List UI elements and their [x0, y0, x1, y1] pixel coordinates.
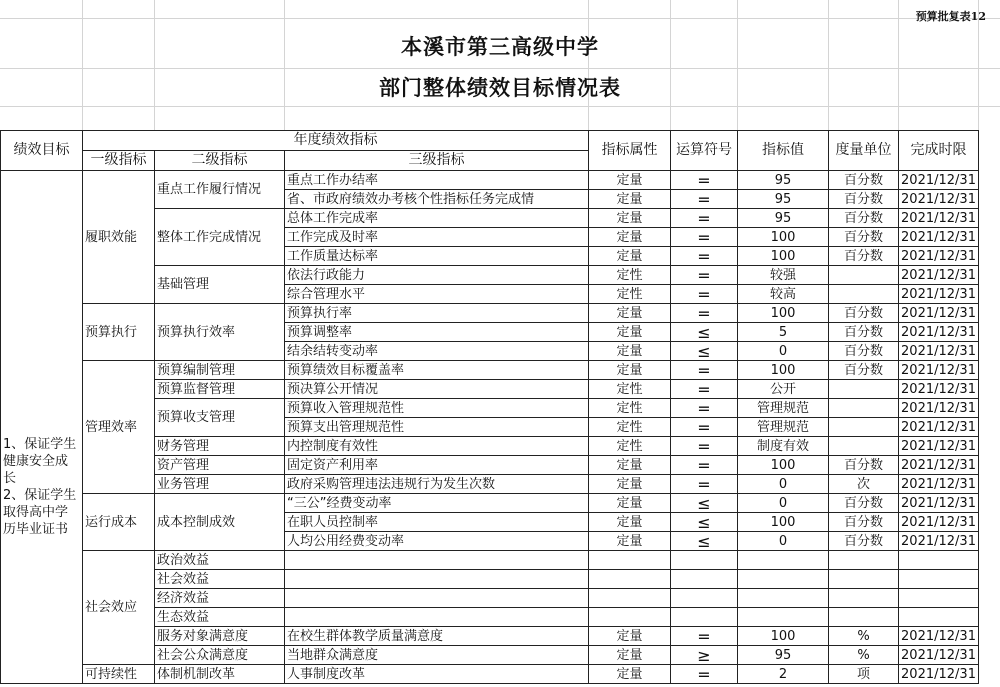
operator: = — [671, 266, 738, 285]
level3-indicator: 预算执行率 — [285, 304, 589, 323]
goal-cell: 1、保证学生健康安全成长 2、保证学生取得高中学历毕业证书 — [1, 171, 83, 684]
unit: 百分数 — [829, 228, 899, 247]
level2-indicator: 预算编制管理 — [155, 361, 285, 380]
level2-indicator: 生态效益 — [155, 608, 285, 627]
form-code: 预算批复表12 — [915, 10, 986, 23]
indicator-value: 95 — [738, 646, 829, 665]
unit — [829, 437, 899, 456]
unit — [829, 418, 899, 437]
indicator-value: 100 — [738, 456, 829, 475]
deadline: 2021/12/31 — [899, 247, 979, 266]
indicator-attr: 定量 — [589, 247, 671, 266]
level3-indicator: 依法行政能力 — [285, 266, 589, 285]
indicator-attr: 定性 — [589, 380, 671, 399]
level3-indicator: 总体工作完成率 — [285, 209, 589, 228]
indicator-value: 制度有效 — [738, 437, 829, 456]
operator: = — [671, 190, 738, 209]
level3-indicator: 人均公用经费变动率 — [285, 532, 589, 551]
unit: 百分数 — [829, 171, 899, 190]
indicator-attr: 定量 — [589, 323, 671, 342]
table-row — [1, 361, 979, 380]
unit: 百分数 — [829, 456, 899, 475]
header-attr: 指标属性 — [589, 131, 671, 171]
level3-indicator: 结余结转变动率 — [285, 342, 589, 361]
indicator-attr: 定量 — [589, 209, 671, 228]
deadline: 2021/12/31 — [899, 665, 979, 684]
indicator-attr: 定量 — [589, 513, 671, 532]
indicator-attr: 定性 — [589, 266, 671, 285]
unit: 百分数 — [829, 361, 899, 380]
deadline: 2021/12/31 — [899, 494, 979, 513]
indicator-attr: 定性 — [589, 285, 671, 304]
level2-indicator: 预算执行效率 — [155, 304, 285, 361]
unit — [829, 399, 899, 418]
header-op: 运算符号 — [671, 131, 738, 171]
table-row — [1, 171, 979, 190]
level2-indicator: 社会公众满意度 — [155, 646, 285, 665]
level2-indicator: 预算监督管理 — [155, 380, 285, 399]
unit: 次 — [829, 475, 899, 494]
level3-indicator: 预算绩效目标覆盖率 — [285, 361, 589, 380]
indicator-value: 管理规范 — [738, 399, 829, 418]
level1-indicator: 管理效率 — [83, 361, 155, 494]
header-goal: 绩效目标 — [1, 131, 83, 171]
indicator-attr: 定量 — [589, 342, 671, 361]
operator: = — [671, 418, 738, 437]
indicator-value — [738, 570, 829, 589]
level2-indicator: 预算收支管理 — [155, 399, 285, 437]
level3-indicator — [285, 589, 589, 608]
unit: 百分数 — [829, 247, 899, 266]
sheet-title: 本溪市第三高级中学 — [401, 34, 599, 59]
operator: = — [671, 228, 738, 247]
indicator-attr: 定性 — [589, 437, 671, 456]
operator — [671, 589, 738, 608]
indicator-attr: 定量 — [589, 494, 671, 513]
deadline: 2021/12/31 — [899, 285, 979, 304]
level3-indicator: 预决算公开情况 — [285, 380, 589, 399]
indicator-value: 100 — [738, 361, 829, 380]
deadline: 2021/12/31 — [899, 532, 979, 551]
deadline: 2021/12/31 — [899, 304, 979, 323]
indicator-value: 95 — [738, 209, 829, 228]
indicator-value: 95 — [738, 190, 829, 209]
indicator-attr — [589, 551, 671, 570]
operator: = — [671, 247, 738, 266]
unit: 百分数 — [829, 513, 899, 532]
operator: = — [671, 209, 738, 228]
operator: = — [671, 475, 738, 494]
level3-indicator: 工作完成及时率 — [285, 228, 589, 247]
level3-indicator: 预算收入管理规范性 — [285, 399, 589, 418]
deadline: 2021/12/31 — [899, 342, 979, 361]
indicator-value: 较强 — [738, 266, 829, 285]
unit: 百分数 — [829, 209, 899, 228]
operator: = — [671, 437, 738, 456]
deadline — [899, 570, 979, 589]
header-level3: 三级指标 — [285, 151, 589, 171]
deadline — [899, 551, 979, 570]
unit: 百分数 — [829, 494, 899, 513]
operator: ≤ — [671, 494, 738, 513]
unit: 百分数 — [829, 342, 899, 361]
indicator-attr — [589, 570, 671, 589]
indicator-value: 0 — [738, 532, 829, 551]
level2-indicator: 服务对象满意度 — [155, 627, 285, 646]
level3-indicator — [285, 608, 589, 627]
operator: = — [671, 285, 738, 304]
operator: ≤ — [671, 342, 738, 361]
indicator-value: 0 — [738, 342, 829, 361]
deadline: 2021/12/31 — [899, 190, 979, 209]
header-value: 指标值 — [738, 131, 829, 171]
indicator-value — [738, 589, 829, 608]
level1-indicator: 预算执行 — [83, 304, 155, 361]
deadline — [899, 608, 979, 627]
indicator-attr: 定量 — [589, 627, 671, 646]
indicator-value: 100 — [738, 228, 829, 247]
table-row — [1, 551, 979, 570]
level3-indicator — [285, 570, 589, 589]
level3-indicator: 预算调整率 — [285, 323, 589, 342]
indicator-value — [738, 551, 829, 570]
level2-indicator: 整体工作完成情况 — [155, 209, 285, 266]
indicator-attr: 定量 — [589, 532, 671, 551]
level3-indicator: 固定资产利用率 — [285, 456, 589, 475]
header-annual: 年度绩效指标 — [83, 131, 589, 151]
deadline: 2021/12/31 — [899, 513, 979, 532]
deadline: 2021/12/31 — [899, 361, 979, 380]
unit: 百分数 — [829, 532, 899, 551]
operator: ≤ — [671, 323, 738, 342]
unit — [829, 285, 899, 304]
deadline: 2021/12/31 — [899, 437, 979, 456]
indicator-value: 较高 — [738, 285, 829, 304]
indicator-value: 100 — [738, 304, 829, 323]
indicator-attr: 定量 — [589, 665, 671, 684]
level2-indicator: 资产管理 — [155, 456, 285, 475]
indicator-value: 95 — [738, 171, 829, 190]
indicator-value — [738, 608, 829, 627]
indicator-attr — [589, 608, 671, 627]
deadline — [899, 589, 979, 608]
level3-indicator: 省、市政府绩效办考核个性指标任务完成情 — [285, 190, 589, 209]
level2-indicator: 业务管理 — [155, 475, 285, 494]
level2-indicator: 基础管理 — [155, 266, 285, 304]
unit: % — [829, 646, 899, 665]
indicator-value: 0 — [738, 494, 829, 513]
operator — [671, 551, 738, 570]
unit: 百分数 — [829, 190, 899, 209]
indicator-value: 100 — [738, 247, 829, 266]
level3-indicator: 在校生群体教学质量满意度 — [285, 627, 589, 646]
indicator-attr: 定量 — [589, 456, 671, 475]
level3-indicator: 工作质量达标率 — [285, 247, 589, 266]
operator: = — [671, 399, 738, 418]
indicator-value: 100 — [738, 627, 829, 646]
level1-indicator: 履职效能 — [83, 171, 155, 304]
operator: = — [671, 665, 738, 684]
indicator-attr: 定性 — [589, 399, 671, 418]
indicator-attr — [589, 589, 671, 608]
unit: 百分数 — [829, 304, 899, 323]
performance-table — [0, 130, 979, 684]
unit: 项 — [829, 665, 899, 684]
indicator-attr: 定性 — [589, 418, 671, 437]
operator: ≤ — [671, 513, 738, 532]
operator: ≤ — [671, 532, 738, 551]
indicator-value: 0 — [738, 475, 829, 494]
deadline: 2021/12/31 — [899, 380, 979, 399]
operator — [671, 608, 738, 627]
operator — [671, 570, 738, 589]
unit: % — [829, 627, 899, 646]
operator: = — [671, 627, 738, 646]
level3-indicator: 重点工作办结率 — [285, 171, 589, 190]
level3-indicator: 在职人员控制率 — [285, 513, 589, 532]
deadline: 2021/12/31 — [899, 456, 979, 475]
indicator-value: 5 — [738, 323, 829, 342]
table-row — [1, 494, 979, 513]
indicator-attr: 定量 — [589, 361, 671, 380]
operator: = — [671, 171, 738, 190]
level2-indicator: 成本控制成效 — [155, 494, 285, 551]
deadline: 2021/12/31 — [899, 627, 979, 646]
unit — [829, 551, 899, 570]
indicator-attr: 定量 — [589, 228, 671, 247]
deadline: 2021/12/31 — [899, 228, 979, 247]
deadline: 2021/12/31 — [899, 209, 979, 228]
level2-indicator: 重点工作履行情况 — [155, 171, 285, 209]
deadline: 2021/12/31 — [899, 266, 979, 285]
unit — [829, 570, 899, 589]
level2-indicator: 政治效益 — [155, 551, 285, 570]
level3-indicator: 当地群众满意度 — [285, 646, 589, 665]
operator: = — [671, 361, 738, 380]
level1-indicator: 社会效应 — [83, 551, 155, 665]
deadline: 2021/12/31 — [899, 323, 979, 342]
deadline: 2021/12/31 — [899, 399, 979, 418]
level3-indicator: “三公”经费变动率 — [285, 494, 589, 513]
operator: = — [671, 456, 738, 475]
operator: = — [671, 304, 738, 323]
level1-indicator: 运行成本 — [83, 494, 155, 551]
table-row — [1, 304, 979, 323]
indicator-value: 2 — [738, 665, 829, 684]
unit — [829, 266, 899, 285]
level2-indicator: 财务管理 — [155, 437, 285, 456]
indicator-attr: 定量 — [589, 171, 671, 190]
indicator-attr: 定量 — [589, 475, 671, 494]
level3-indicator: 内控制度有效性 — [285, 437, 589, 456]
indicator-attr: 定量 — [589, 190, 671, 209]
level3-indicator — [285, 551, 589, 570]
unit: 百分数 — [829, 323, 899, 342]
level3-indicator: 政府采购管理违法违规行为发生次数 — [285, 475, 589, 494]
level3-indicator: 综合管理水平 — [285, 285, 589, 304]
operator: = — [671, 380, 738, 399]
indicator-attr: 定量 — [589, 304, 671, 323]
level3-indicator: 人事制度改革 — [285, 665, 589, 684]
deadline: 2021/12/31 — [899, 646, 979, 665]
header-unit: 度量单位 — [829, 131, 899, 171]
deadline: 2021/12/31 — [899, 475, 979, 494]
deadline: 2021/12/31 — [899, 418, 979, 437]
level2-indicator: 社会效益 — [155, 570, 285, 589]
indicator-attr: 定量 — [589, 646, 671, 665]
indicator-value: 公开 — [738, 380, 829, 399]
header-level1: 一级指标 — [83, 151, 155, 171]
header-level2: 二级指标 — [155, 151, 285, 171]
header-deadline: 完成时限 — [899, 131, 979, 171]
table-row — [1, 665, 979, 684]
sheet-subtitle: 部门整体绩效目标情况表 — [379, 75, 621, 100]
operator: ≥ — [671, 646, 738, 665]
level1-indicator: 可持续性 — [83, 665, 155, 684]
deadline: 2021/12/31 — [899, 171, 979, 190]
indicator-value: 管理规范 — [738, 418, 829, 437]
level2-indicator: 经济效益 — [155, 589, 285, 608]
level2-indicator: 体制机制改革 — [155, 665, 285, 684]
unit — [829, 589, 899, 608]
unit — [829, 608, 899, 627]
level3-indicator: 预算支出管理规范性 — [285, 418, 589, 437]
indicator-value: 100 — [738, 513, 829, 532]
unit — [829, 380, 899, 399]
